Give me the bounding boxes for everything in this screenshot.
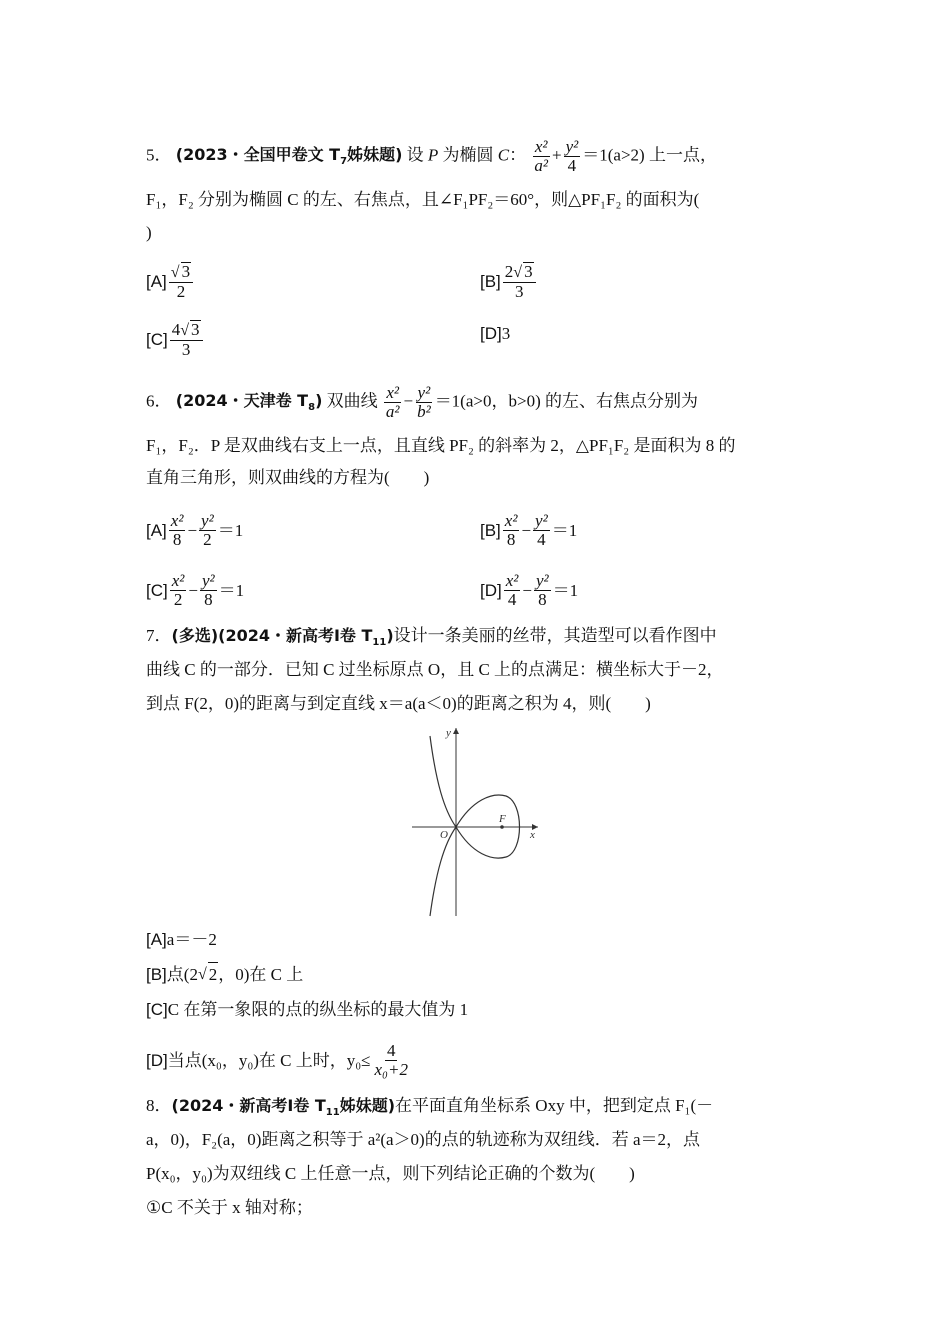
q7-text: 设计一条美丽的丝带，其造型可以看作图中	[393, 626, 717, 645]
q5-option-c[interactable]	[146, 320, 205, 359]
frac-y2: $\frac{\text{y²}}{8}$	[201, 571, 215, 609]
curve-left-branch	[430, 736, 456, 916]
q5-number: 5．	[146, 145, 172, 165]
q5-option-c-value: $\frac{4√ 3}{3}$	[170, 320, 203, 359]
q8-line-1	[146, 1094, 713, 1118]
q7-option-d-text: 当点(x₀，y₀)在 C 上时，y₀≤	[167, 1050, 371, 1070]
q6-line-3: 直角三角形，则双曲线的方程为( )	[146, 468, 430, 487]
q5-text-a: 设	[406, 145, 428, 165]
option-label: [C]	[146, 329, 168, 349]
option-label: [D]	[480, 580, 502, 600]
y-label: y	[446, 727, 451, 739]
x-label: x	[530, 829, 535, 841]
option-label: [B]	[146, 964, 167, 984]
q5-option-b-value: $\frac{2√ 3}{3}$	[503, 262, 536, 301]
frac-y2: $\frac{\text{y²}}{2}$	[201, 511, 214, 549]
q6-text-b: ＝1(a>0，b>0) 的左、右焦点分别为	[434, 391, 698, 411]
frac-y2: $\frac{\text{y²}}{8}$	[535, 571, 549, 609]
q5-option-a[interactable]	[146, 262, 195, 301]
equals-one: ＝1	[217, 520, 244, 540]
option-label: [B]	[480, 520, 501, 540]
frac-x2: $\frac{\text{x²}}{2}$	[171, 571, 185, 609]
option-label: [C]	[146, 1000, 168, 1019]
q8-source: (2024・新高考Ⅰ卷 $T_{11}$姊妹题)	[171, 1096, 396, 1119]
q7-curve-figure	[400, 722, 550, 918]
q5-text-c: ：	[509, 145, 527, 165]
q7-line-3: 到点 F(2，0)的距离与到定直线 x＝a(a＜0)的距离之积为 4，则( )	[146, 694, 651, 713]
q6-frac-x: $\frac{\text{x²}}{\text{a²}}$	[385, 383, 400, 421]
q6-number: 6．	[146, 391, 172, 411]
q6-line-2: F₁，F₂．P 是双曲线右支上一点，且直线 PF₂ 的斜率为 2，△PF₁F₂ 是面积为 8 的	[146, 436, 736, 455]
q5-line-3: )	[146, 223, 152, 242]
q8-line-4: ①C 不关于 x 轴对称；	[146, 1198, 313, 1217]
q5-option-d[interactable]	[480, 322, 510, 346]
equals-one: ＝1	[552, 580, 579, 600]
focus-label: F	[499, 813, 506, 825]
q6-option-a[interactable]: [A] $\frac{\text{x²}}{8}$ − $\frac{\text{y²}}{2}$ ＝1	[146, 511, 244, 549]
option-label: [A]	[146, 271, 167, 291]
q5-var-p: P	[427, 145, 439, 165]
frac-x2: $\frac{\text{x²}}{4}$	[505, 571, 519, 609]
q7-option-c-text: C 在第一象限的点的纵坐标的最大值为 1	[167, 1000, 469, 1019]
frac-y2: $\frac{\text{y²}}{4}$	[535, 511, 548, 549]
q5-text-d: ＝1(a>2) 上一点，	[582, 145, 717, 165]
q6-option-d[interactable]: [D] $\frac{\text{x²}}{4}$ − $\frac{\text{y²}}{8}$ ＝1	[480, 571, 579, 609]
frac-x2: $\frac{\text{x²}}{8}$	[504, 511, 518, 549]
q5-option-a-value: $\frac{√ 3}{2}$	[169, 262, 193, 301]
q6-option-b[interactable]: [B] $\frac{\text{x²}}{8}$ − $\frac{\text{y²}}{4}$ ＝1	[480, 511, 578, 549]
q6-line-1	[146, 384, 698, 421]
q5-frac-y: $\frac{\text{y²}}{4}$	[565, 137, 579, 175]
q7-option-b-text-1: 点(2	[166, 964, 198, 984]
option-label: [D]	[146, 1050, 168, 1070]
origin-label: O	[440, 829, 448, 841]
q6-text-a: 双曲线	[326, 391, 378, 411]
q5-option-b[interactable]	[480, 262, 538, 301]
option-label: [A]	[146, 520, 167, 540]
q7-option-a[interactable]	[146, 928, 217, 952]
q5-frac-x: $\frac{\text{x²}}{\text{a²}}$	[534, 137, 548, 175]
option-label: [C]	[146, 580, 168, 600]
q7-line-2: 曲线 C 的一部分．已知 C 过坐标原点 O，且 C 上的点满足：横坐标大于－2，	[146, 660, 724, 679]
q5-source: (2023・全国甲卷文 $T_7$姊妹题)	[175, 145, 403, 168]
q7-line-1	[146, 624, 717, 648]
q5-text-b: 为椭圆	[438, 145, 498, 165]
q6-source: (2024・天津卷 $T_8$)	[175, 391, 323, 414]
q5-option-d-value: 3	[501, 324, 511, 343]
q5-line-1	[146, 138, 717, 175]
q5-line-2: F₁，F₂ 分别为椭圆 C 的左、右焦点，且∠F₁PF₂＝60°，则△PF₁F₂ 的面积为(	[146, 190, 700, 209]
q7-number: 7．	[146, 626, 172, 645]
option-label: [A]	[146, 930, 167, 949]
option-label: [D]	[480, 324, 502, 343]
equals-one: ＝1	[218, 580, 245, 600]
equals-one: ＝1	[551, 520, 578, 540]
q8-line-3: P(x₀，y₀)为双纽线 C 上任意一点，则下列结论正确的个数为( )	[146, 1164, 635, 1183]
q7-option-d-frac: $\frac{4}{\text{x₀+2}}$	[374, 1041, 408, 1079]
frac-x2: $\frac{\text{x²}}{8}$	[170, 511, 184, 549]
q8-line-2: a，0)，F₂(a，0)距离之积等于 a²(a＞0)的点的轨迹称为双纽线．若 a＝2，点	[146, 1130, 701, 1149]
focus-point	[500, 825, 504, 829]
q7-option-a-text: a＝－2	[166, 930, 217, 949]
q5-var-c: C	[497, 145, 510, 165]
q7-option-d[interactable]	[146, 1042, 412, 1079]
q7-option-b[interactable]: [B] 点(2 √ 2 ，0)在 C 上	[146, 962, 303, 987]
q6-frac-y: $\frac{\text{y²}}{\text{b²}}$	[417, 383, 431, 421]
option-label: [B]	[480, 271, 501, 291]
q6-option-c[interactable]: [C] $\frac{\text{x²}}{2}$ − $\frac{\text{y²}}{8}$ ＝1	[146, 571, 245, 609]
q7-option-b-radicand: 2	[208, 962, 219, 987]
q7-option-b-text-2: ，0)在 C 上	[218, 964, 304, 984]
q8-number: 8．	[146, 1096, 172, 1115]
q7-tag: (多选)(2024・新高考Ⅰ卷 $T_{11}$)	[171, 626, 394, 649]
q6-minus: −	[403, 391, 414, 411]
q8-text: 在平面直角坐标系 Oxy 中，把到定点 F₁(－	[395, 1096, 714, 1115]
q5-plus: +	[551, 145, 562, 165]
q7-option-c[interactable]	[146, 998, 468, 1022]
